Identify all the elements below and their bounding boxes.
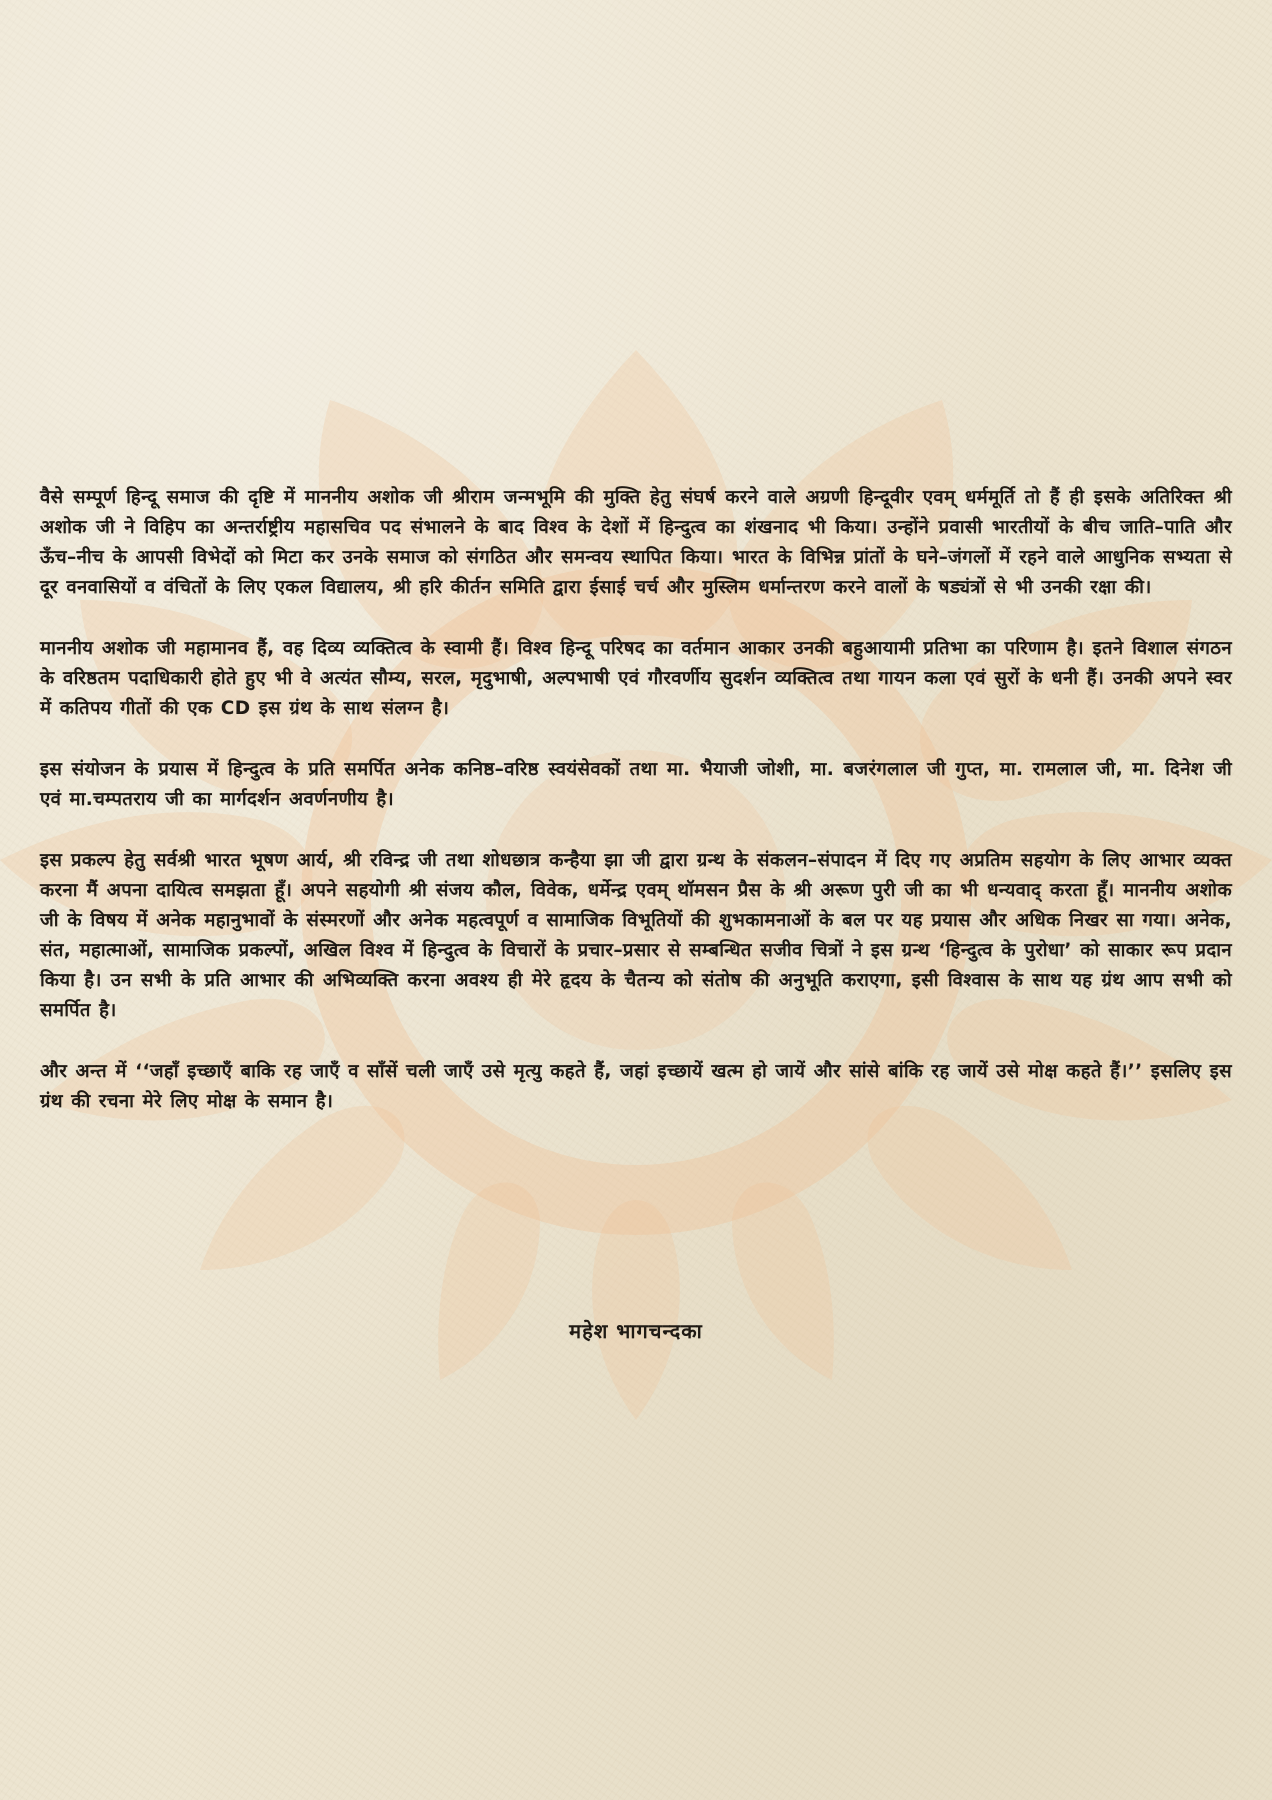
paragraph-1: वैसे सम्पूर्ण हिन्दू समाज की दृष्टि में माननीय अशोक जी श्रीराम जन्मभूमि की मुक्ति हेतु संघर्ष करने वाले अग्रणी हिन्दूवीर एवम् धर्ममूर्ति तो हैं ही इसके अतिरिक्त श्री अशोक जी ने विहिप का अन्तर्राष्ट्रीय महासचिव पद संभालने के बाद विश्व के देशों में हिन्दुत्व का शंखनाद भी किया। उन्होंने प्रवासी भारतीयों के बीच जाति–पाति और ऊँच–नीच के आपसी विभेदों को मिटा कर उनके समाज को संगठित और समन्वय स्थापित किया। भारत के विभिन्न प्रांतों के घने–जंगलों में रहने वाले आधुनिक सभ्यता से दूर वनवासियों व वंचितों के लिए एकल विद्यालय, श्री हरि कीर्तन समिति द्वारा ईसाई चर्च और मुस्लिम धर्मान्तरण करने वालों के षड्यंत्रों से भी उनकी रक्षा की।: [40, 487, 1232, 598]
paragraph-4: इस प्रकल्प हेतु सर्वश्री भारत भूषण आर्य, श्री रविन्द्र जी तथा शोधछात्र कन्हैया झा जी द्वारा ग्रन्थ के संकलन–संपादन में दिए गए अप्रतिम सहयोग के लिए आभार व्यक्त करना मैं अपना दायित्व समझता हूँ। अपने सहयोगी श्री संजय कौल, विवेक, धर्मेन्द्र एवम् थॉमसन प्रैस के श्री अरूण पुरी जी का भी धन्यवाद् करता हूँ। माननीय अशोक जी के विषय में अनेक महानुभावों के संस्मरणों और अनेक महत्वपूर्ण व सामाजिक विभूतियों की शुभकामनाओं के बल पर यह प्रयास और अधिक निखर सा गया। अनेक, संत, महात्माओं, सामाजिक प्रकल्पों, अखिल विश्व में हिन्दुत्व के विचारों के प्रचार–प्रसार से सम्बन्धित सजीव चित्रों ने इस ग्रन्थ ‘हिन्दुत्व के पुरोधा’ को साकार रूप प्रदान किया है। उन सभी के प्रति आभार की अभिव्यक्ति करना अवश्य ही मेरे हृदय के चैतन्य को संतोष की अनुभूति कराएगा, इसी विश्वास के साथ यह ग्रंथ आप सभी को समर्पित है।: [40, 850, 1232, 1021]
paragraph-5: और अन्त में ‘‘जहाँ इच्छाएँ बाकि रह जाएँ व साँसें चली जाएँ उसे मृत्यु कहते हैं, जहां इच्छायें खत्म हो जायें और सांसे बांकि रह जायें उसे मोक्ष कहते हैं।’’ इसलिए इस ग्रंथ की रचना मेरे लिए मोक्ष के समान है।: [40, 1061, 1232, 1112]
paragraph-3: इस संयोजन के प्रयास में हिन्दुत्व के प्रति समर्पित अनेक कनिष्ठ–वरिष्ठ स्वयंसेवकों तथा मा. भैयाजी जोशी, मा. बजरंगलाल जी गुप्त, मा. रामलाल जी, मा. दिनेश जी एवं मा.चम्पतराय जी का मार्गदर्शन अवर्णनणीय है।: [40, 759, 1232, 810]
document-body: [40, 483, 1232, 1148]
paragraph-2: माननीय अशोक जी महामानव हैं, वह दिव्य व्यक्तित्व के स्वामी हैं। विश्व हिन्दू परिषद का वर्तमान आकार उनकी बहुआयामी प्रतिभा का परिणाम है। इतने विशाल संगठन के वरिष्ठतम पदाधिकारी होते हुए भी वे अत्यंत सौम्य, सरल, मृदुभाषी, अल्पभाषी एवं गौरवर्णीय सुदर्शन व्यक्तित्व तथा गायन कला एवं सुरों के धनी हैं। उनकी अपने स्वर में कतिपय गीतों की एक CD इस ग्रंथ के साथ संलग्न है।: [40, 638, 1232, 719]
author-signature: महेश भागचन्दका: [569, 1319, 703, 1343]
